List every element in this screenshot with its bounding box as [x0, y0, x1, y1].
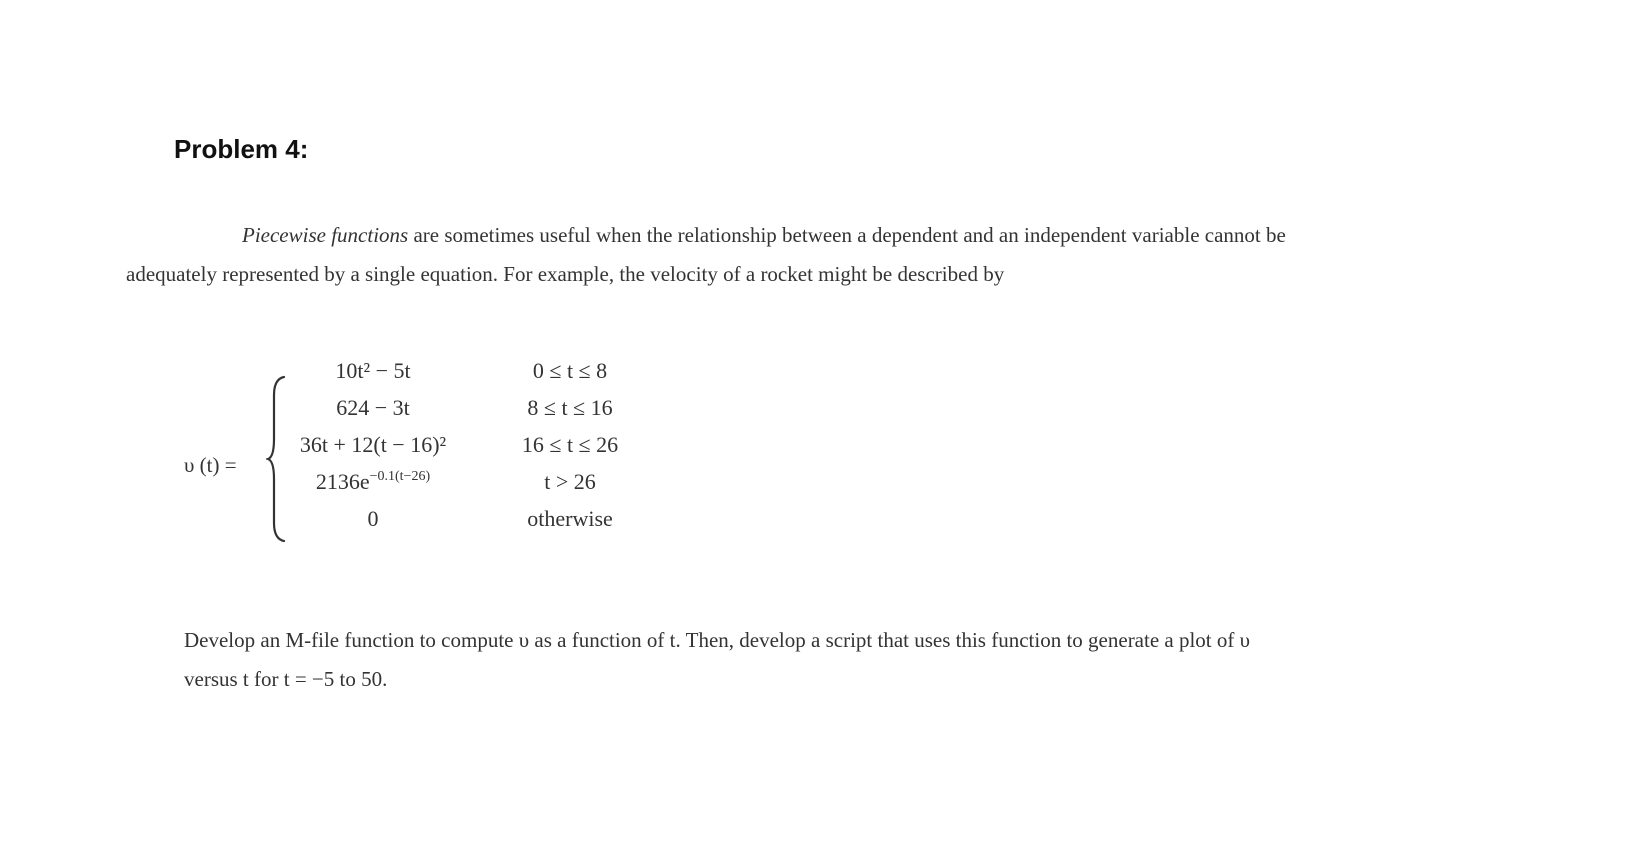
- italic-term: Piecewise functions: [242, 223, 409, 247]
- case-expr-4: [316, 469, 430, 495]
- case-cond-1: 0 ≤ t ≤ 8: [532, 358, 608, 383]
- case-expr-1: 10t² − 5t: [335, 358, 411, 383]
- case-expr-4-base: 2136e: [315, 469, 370, 494]
- case-expr-4-exponent: −0.1(t−26): [369, 469, 431, 484]
- problem-heading: Problem 4:: [174, 134, 309, 164]
- task-paragraph: [184, 621, 1524, 699]
- equation-lhs: υ (t) =: [184, 453, 237, 477]
- case-expr-3: 36t + 12(t − 16)²: [299, 432, 447, 457]
- intro-line2: adequately represented by a single equation. For example, the velocity of a rocket might be described by: [126, 262, 1005, 286]
- case-cond-3: 16 ≤ t ≤ 26: [521, 432, 619, 457]
- case-cond-5: otherwise: [527, 506, 613, 531]
- left-brace: [266, 375, 288, 543]
- case-expr-5: 0: [367, 506, 379, 531]
- intro-line1: are sometimes useful when the relationship between a dependent and an independent variable cannot be: [408, 223, 1286, 247]
- task-line2: versus t for t = −5 to 50.: [184, 667, 388, 691]
- case-cond-4: t > 26: [544, 469, 596, 494]
- task-line1: Develop an M-file function to compute υ as a function of t. Then, develop a script that uses this function to generate a plot of υ: [184, 628, 1251, 652]
- case-expr-2: 624 − 3t: [336, 395, 410, 420]
- case-cond-2: 8 ≤ t ≤ 16: [527, 395, 613, 420]
- intro-paragraph: [126, 216, 1524, 294]
